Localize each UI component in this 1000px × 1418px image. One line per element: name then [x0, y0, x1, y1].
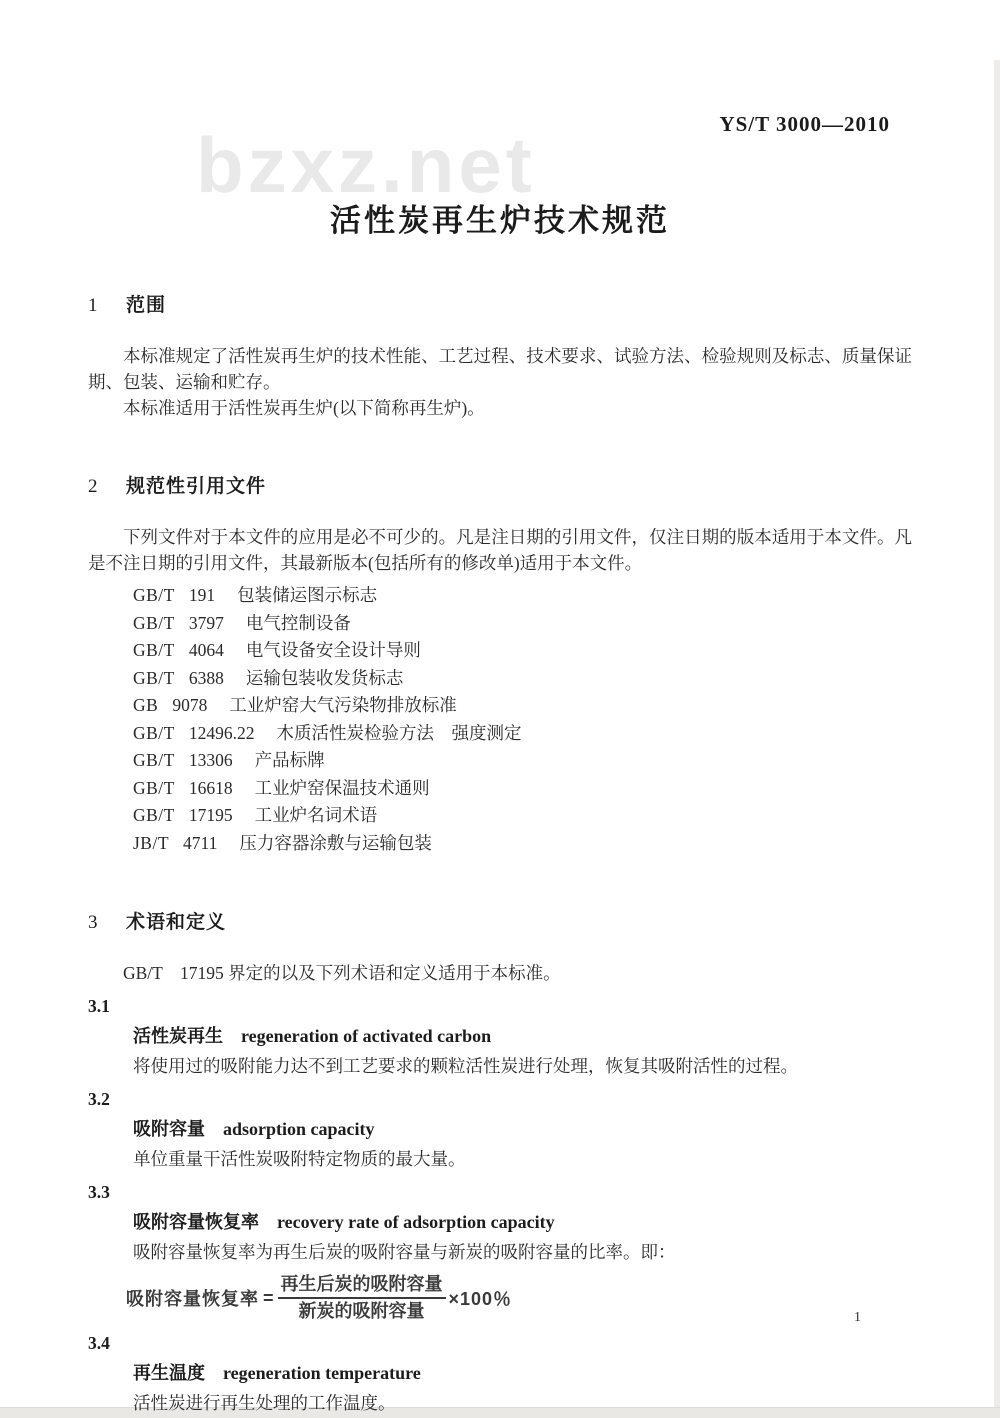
reference-number: 3797 [188, 612, 224, 633]
term-title-en: regeneration temperature [223, 1363, 421, 1383]
term-number: 3.2 [88, 1089, 110, 1109]
term-definition: 将使用过的吸附能力达不到工艺要求的颗粒活性炭进行处理，恢复其吸附活性的过程。 [133, 1056, 798, 1076]
section-2-intro: 下列文件对于本文件的应用是必不可少的。凡是注日期的引用文件，仅注日期的版本适用于本文件。凡是不注日期的引用文件，其最新版本(包括所有的修改单)适用于本文件。 [88, 527, 912, 573]
term-heading [133, 1022, 912, 1048]
reference-item [133, 720, 912, 748]
reference-code: GB/T [133, 750, 175, 770]
section-2-number: 2 [88, 476, 98, 497]
reference-number: 12496.22 [188, 722, 255, 743]
section-1-label: 范围 [126, 295, 167, 316]
reference-code: GB/T [133, 722, 175, 743]
reference-title: 工业炉名词术语 [254, 805, 378, 825]
reference-number: 16618 [188, 777, 233, 798]
formula-denominator: 新炭的吸附容量 [298, 1301, 425, 1321]
formula-lhs: 吸附容量恢复率 [126, 1289, 259, 1309]
term-heading [133, 1359, 912, 1385]
watermark: bzxz.net [196, 121, 536, 209]
reference-title: 木质活性炭检验方法 强度测定 [276, 722, 522, 743]
reference-code: GB/T [133, 805, 175, 825]
reference-code: JB/T [133, 832, 170, 853]
standard-number: YS/T 3000—2010 [719, 112, 890, 136]
term-definition: 单位重量干活性炭吸附特定物质的最大量。 [133, 1149, 466, 1169]
term-title-zh: 活性炭再生 [133, 1026, 223, 1046]
term-definition: 活性炭进行再生处理的工作温度。 [133, 1393, 396, 1413]
reference-item [133, 665, 912, 693]
reference-number: 4064 [188, 640, 224, 660]
reference-title: 电气设备安全设计导则 [245, 640, 421, 660]
page-title: 活性炭再生炉技术规范 [330, 203, 670, 238]
term-title-en: adsorption capacity [223, 1119, 375, 1139]
reference-code: GB/T [133, 640, 175, 660]
reference-item [133, 610, 912, 638]
recovery-rate-formula [126, 1273, 912, 1323]
reference-title: 工业炉窑保温技术通则 [254, 777, 430, 798]
reference-title: 包装储运图示标志 [237, 585, 378, 605]
section-2-label: 规范性引用文件 [126, 476, 267, 497]
page-number: 1 [854, 1310, 861, 1325]
formula-multiplier: ×100％ [448, 1289, 513, 1309]
section-1-paragraph-2: 本标准适用于活性炭再生炉(以下简称再生炉)。 [123, 398, 485, 418]
term-number: 3.1 [88, 996, 110, 1016]
reference-code: GB/T [133, 667, 175, 688]
term-number: 3.3 [88, 1182, 110, 1202]
term-title-zh: 再生温度 [133, 1363, 205, 1383]
term-title-zh: 吸附容量恢复率 [133, 1212, 259, 1232]
section-3-label: 术语和定义 [126, 912, 227, 933]
term-definition: 吸附容量恢复率为再生后炭的吸附容量与新炭的吸附容量的比率。即： [133, 1242, 676, 1262]
term-title-zh: 吸附容量 [133, 1119, 205, 1139]
reference-title: 运输包装收发货标志 [245, 667, 404, 688]
reference-item [133, 802, 912, 830]
reference-title: 工业炉窑大气污染物排放标准 [229, 695, 457, 715]
term-title-en: regeneration of activated carbon [241, 1026, 492, 1046]
formula-equals-sign: = [263, 1287, 274, 1308]
formula-fraction [278, 1273, 446, 1323]
reference-code: GB/T [133, 585, 175, 605]
reference-number: 191 [188, 585, 216, 605]
reference-number: 4711 [183, 832, 218, 853]
reference-code: GB/T [133, 612, 175, 633]
reference-number: 17195 [188, 805, 233, 825]
reference-title: 电气控制设备 [245, 612, 351, 633]
reference-number: 6388 [188, 667, 224, 688]
term-title-en: recovery rate of adsorption capacity [277, 1212, 555, 1232]
reference-code: GB [133, 695, 159, 715]
section-1-number: 1 [88, 295, 98, 316]
reference-number: 9078 [172, 695, 208, 715]
reference-item [133, 830, 912, 858]
section-2-heading [88, 471, 912, 498]
reference-item [133, 775, 912, 803]
section-3-intro: GB/T 17195 界定的以及下列术语和定义适用于本标准。 [123, 963, 561, 983]
term-number: 3.4 [88, 1333, 110, 1353]
reference-item [133, 637, 912, 665]
section-1-heading [88, 290, 912, 317]
section-3-heading [88, 907, 912, 934]
reference-title: 压力容器涂敷与运输包装 [239, 832, 432, 853]
term-heading [133, 1115, 912, 1141]
normative-references-list [133, 582, 912, 857]
formula-numerator: 再生后炭的吸附容量 [278, 1273, 446, 1299]
term-heading [133, 1208, 912, 1234]
section-3-number: 3 [88, 912, 98, 933]
reference-item [133, 692, 912, 720]
section-1-paragraph-1: 本标准规定了活性炭再生炉的技术性能、工艺过程、技术要求、试验方法、检验规则及标志、质量保证期、包装、运输和贮存。 [88, 346, 912, 392]
reference-number: 13306 [188, 750, 233, 770]
reference-item [133, 582, 912, 610]
reference-item [133, 747, 912, 775]
reference-title: 产品标牌 [254, 750, 325, 770]
reference-code: GB/T [133, 777, 175, 798]
